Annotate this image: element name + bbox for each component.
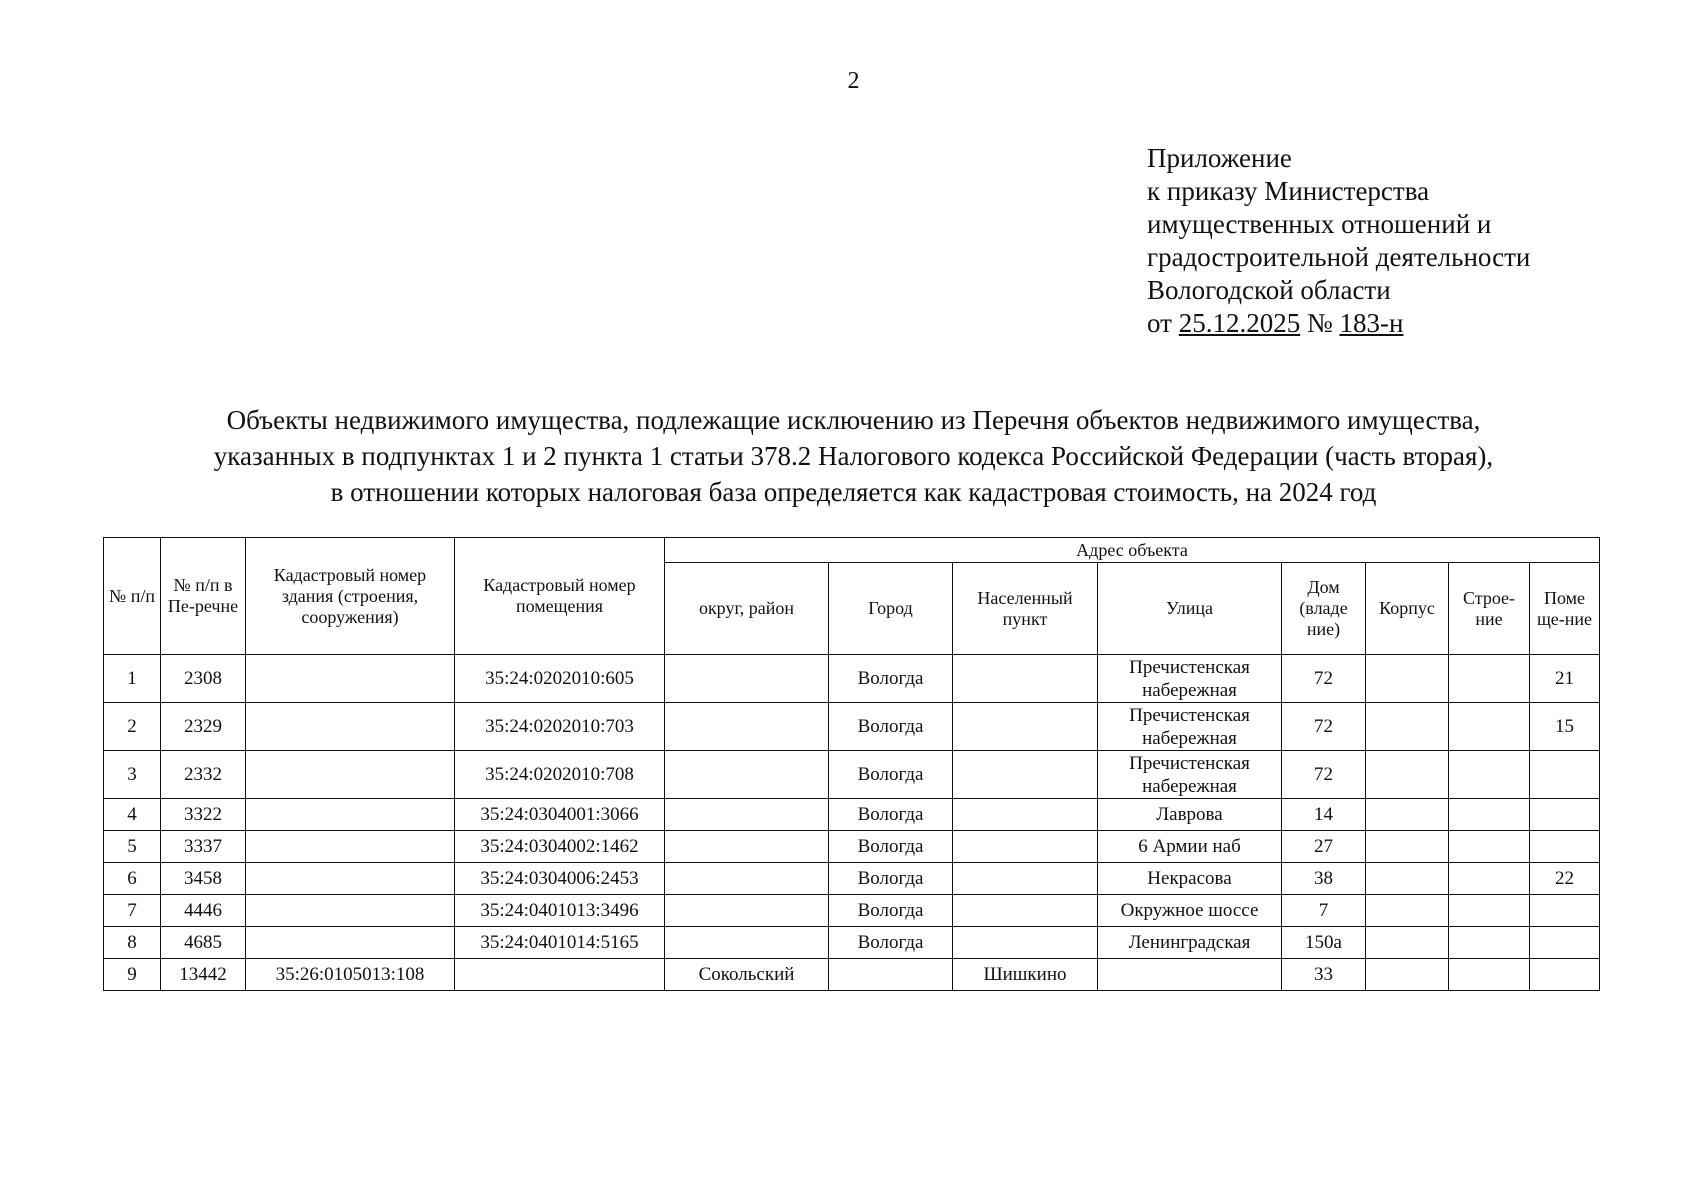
table-cell	[1366, 959, 1449, 991]
table-cell: 35:24:0304006:2453	[455, 863, 665, 895]
table-cell: Вологда	[829, 751, 953, 799]
table-cell: 35:24:0202010:703	[455, 703, 665, 751]
table-cell: Некрасова	[1098, 863, 1282, 895]
appendix-line: градостроительной деятельности	[1147, 242, 1531, 272]
table-cell	[1530, 927, 1600, 959]
table-cell: Лаврова	[1098, 799, 1282, 831]
table-cell: 3	[104, 751, 161, 799]
table-cell	[665, 831, 829, 863]
table-cell: 7	[1282, 895, 1366, 927]
table-cell	[1449, 799, 1530, 831]
table-cell	[1449, 751, 1530, 799]
col-header: Поме ще-ние	[1530, 563, 1600, 655]
title-line: Объекты недвижимого имущества, подлежащие исключению из Перечня объектов недвижимого имущества,	[226, 405, 1481, 435]
table-cell	[1366, 751, 1449, 799]
col-header: № п/п	[104, 538, 161, 655]
table-cell	[953, 863, 1098, 895]
table-cell	[1366, 831, 1449, 863]
table-cell: 2329	[161, 703, 246, 751]
table-cell	[246, 927, 455, 959]
table-cell	[1449, 703, 1530, 751]
table-cell: 4	[104, 799, 161, 831]
table-cell	[1530, 799, 1600, 831]
table-row	[104, 703, 1600, 751]
table-cell	[1366, 927, 1449, 959]
table-cell: 27	[1282, 831, 1366, 863]
table-cell: 6 Армии наб	[1098, 831, 1282, 863]
table-cell: 21	[1530, 655, 1600, 703]
table-cell: Сокольский	[665, 959, 829, 991]
table-cell: 3337	[161, 831, 246, 863]
table-cell	[1530, 831, 1600, 863]
table-cell: 35:24:0202010:708	[455, 751, 665, 799]
table-cell	[1449, 927, 1530, 959]
table-cell: 3322	[161, 799, 246, 831]
table-cell: 3458	[161, 863, 246, 895]
order-number: 183-н	[1339, 308, 1404, 338]
title-line: указанных в подпунктах 1 и 2 пункта 1 статьи 378.2 Налогового кодекса Российской Федерации (часть вторая),	[213, 441, 1494, 471]
table-cell: Вологда	[829, 895, 953, 927]
table-cell	[246, 831, 455, 863]
table-row	[104, 927, 1600, 959]
table-cell	[1449, 655, 1530, 703]
table-row	[104, 895, 1600, 927]
table-cell: 4685	[161, 927, 246, 959]
table-cell: Вологда	[829, 799, 953, 831]
table-cell: 2	[104, 703, 161, 751]
table-cell: Пречистенская набережная	[1098, 703, 1282, 751]
table-cell: Ленинградская	[1098, 927, 1282, 959]
col-header: Строе-ние	[1449, 563, 1530, 655]
table-body	[104, 655, 1600, 991]
col-header: Корпус	[1366, 563, 1449, 655]
table-cell: 2308	[161, 655, 246, 703]
table-cell	[246, 655, 455, 703]
table-row	[104, 799, 1600, 831]
table-cell: Шишкино	[953, 959, 1098, 991]
table-cell: 35:24:0401013:3496	[455, 895, 665, 927]
table-cell	[246, 863, 455, 895]
date-prefix: от	[1147, 308, 1172, 338]
table-cell	[246, 799, 455, 831]
table-cell: 13442	[161, 959, 246, 991]
table-cell: 72	[1282, 655, 1366, 703]
col-header: Дом (владе ние)	[1282, 563, 1366, 655]
table-cell	[829, 959, 953, 991]
appendix-line: к приказу Министерства	[1147, 176, 1430, 206]
table-row	[104, 831, 1600, 863]
table-cell: Вологда	[829, 831, 953, 863]
table-cell: 4446	[161, 895, 246, 927]
table-cell	[1530, 959, 1600, 991]
table-cell: Вологда	[829, 927, 953, 959]
col-header: округ, район	[665, 563, 829, 655]
appendix-block	[1147, 142, 1530, 340]
table-cell: Вологда	[829, 703, 953, 751]
table-cell: 6	[104, 863, 161, 895]
col-header: Улица	[1098, 563, 1282, 655]
table-cell: 35:24:0304001:3066	[455, 799, 665, 831]
order-date: 25.12.2025	[1178, 308, 1301, 338]
table-cell: 72	[1282, 751, 1366, 799]
appendix-date-line	[1147, 307, 1530, 340]
table-cell	[953, 927, 1098, 959]
table-cell	[665, 751, 829, 799]
col-header: № п/п в Пе-речне	[161, 538, 246, 655]
table-cell: 33	[1282, 959, 1366, 991]
table-cell	[1530, 895, 1600, 927]
table-cell	[665, 703, 829, 751]
table-cell: 38	[1282, 863, 1366, 895]
appendix-line: Приложение	[1147, 143, 1292, 173]
table-row	[104, 863, 1600, 895]
page-number: 2	[847, 68, 860, 94]
table-cell: 8	[104, 927, 161, 959]
table-cell: 35:24:0304002:1462	[455, 831, 665, 863]
appendix-line: имущественных отношений и	[1147, 209, 1492, 239]
table-cell: 2332	[161, 751, 246, 799]
table-cell: Пречистенская набережная	[1098, 751, 1282, 799]
title-line: в отношении которых налоговая база определяется как кадастровая стоимость, на 2024 год	[330, 477, 1377, 507]
table-cell	[1366, 703, 1449, 751]
table-cell	[953, 703, 1098, 751]
table-cell: 72	[1282, 703, 1366, 751]
table-cell	[1366, 655, 1449, 703]
table-cell	[953, 655, 1098, 703]
table-cell	[1449, 863, 1530, 895]
table-cell	[1366, 895, 1449, 927]
table-row	[104, 751, 1600, 799]
address-group-header: Адрес объекта	[665, 538, 1600, 563]
table-cell: Вологда	[829, 655, 953, 703]
table-cell	[1366, 863, 1449, 895]
appendix-line: Вологодской области	[1147, 275, 1391, 305]
table-cell: Пречистенская набережная	[1098, 655, 1282, 703]
table-cell	[246, 751, 455, 799]
table-cell: 22	[1530, 863, 1600, 895]
table-cell: 150а	[1282, 927, 1366, 959]
table-cell	[665, 863, 829, 895]
table-cell	[665, 655, 829, 703]
table-cell: 35:26:0105013:108	[246, 959, 455, 991]
table-cell	[1098, 959, 1282, 991]
table-cell	[455, 959, 665, 991]
table-cell	[953, 831, 1098, 863]
table-cell: 5	[104, 831, 161, 863]
table-cell: Вологда	[829, 863, 953, 895]
number-sign: №	[1306, 308, 1333, 338]
table-cell	[953, 895, 1098, 927]
table-cell	[953, 751, 1098, 799]
table-cell: 14	[1282, 799, 1366, 831]
table-cell: 1	[104, 655, 161, 703]
document-title	[100, 402, 1607, 510]
table-cell	[1449, 959, 1530, 991]
table-cell	[246, 703, 455, 751]
table-cell	[953, 799, 1098, 831]
table-cell	[665, 895, 829, 927]
table-cell	[665, 799, 829, 831]
col-header: Кадастровый номер помещения	[455, 538, 665, 655]
table-cell	[1449, 895, 1530, 927]
table-cell: 15	[1530, 703, 1600, 751]
table-cell: 35:24:0401014:5165	[455, 927, 665, 959]
objects-table	[103, 537, 1600, 991]
table-row	[104, 655, 1600, 703]
table-cell	[1449, 831, 1530, 863]
table-cell	[1530, 751, 1600, 799]
table-cell: 7	[104, 895, 161, 927]
col-header: Населенный пункт	[953, 563, 1098, 655]
table-cell: 9	[104, 959, 161, 991]
table-cell: 35:24:0202010:605	[455, 655, 665, 703]
table-cell	[665, 927, 829, 959]
col-header: Город	[829, 563, 953, 655]
col-header: Кадастровый номер здания (строения, сооружения)	[246, 538, 455, 655]
table-cell	[246, 895, 455, 927]
table-cell	[1366, 799, 1449, 831]
table-cell: Окружное шоссе	[1098, 895, 1282, 927]
table-row	[104, 959, 1600, 991]
